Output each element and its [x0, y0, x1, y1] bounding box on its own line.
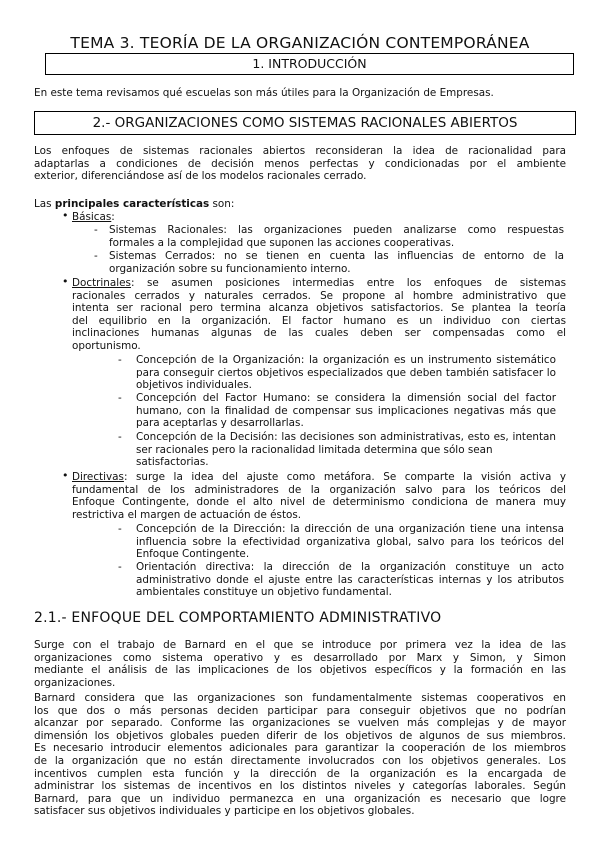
item-line: satisfactorias.	[136, 456, 209, 469]
item-line: para aceptarlas y desarrollarlas.	[136, 417, 304, 430]
directivas-label: Directivas	[72, 471, 124, 483]
paragraph-line: organizaciones.	[34, 676, 116, 689]
doctrinales-paragraph	[72, 277, 566, 353]
bullet-dot-icon: •	[62, 275, 69, 288]
characteristics-bold: principales características	[54, 198, 210, 210]
directivas-paragraph	[72, 471, 566, 521]
paragraph-line: Barnard considera que las organizaciones son fundamentalmente sistemas cooperativos en	[34, 692, 566, 704]
doctrinales-line: racionales cerrados y naturales cerrados. Se propone al hombre administrativo que	[72, 289, 566, 302]
doctrinales-line: intenta ser racional pero termina alcanza objetivos satisfactorios. Se plantea la teoría	[72, 302, 566, 315]
doctrinales-line: oportunismo.	[72, 339, 141, 352]
section-2-1-paragraph-2	[34, 692, 566, 818]
paragraph-line: Barnard, para que un individuo permanezca en una organización es necesario que logre	[34, 792, 566, 805]
item-line: Enfoque Contingente.	[136, 548, 250, 561]
directivas-line: fundamental de los administradores de la organización salvo para los teóricos del	[72, 483, 566, 496]
document-title: TEMA 3. TEORÍA DE LA ORGANIZACIÓN CONTEMPORÁNEA	[70, 34, 530, 52]
paragraph-line: alcanzar por separado. Conforme las organizaciones se vuelven más complejas y de mayor	[34, 717, 566, 730]
section-1-heading: 1. INTRODUCCIÓN	[45, 53, 574, 75]
paragraph-line: adaptarlas a condiciones de decisión menos perfectas y condicionadas por el ambiente	[34, 157, 566, 170]
item-line: Orientación directiva: la dirección de la organización constituye un acto	[136, 561, 564, 573]
item-line: administrativo donde el ajuste entre las características internas y los atributos	[136, 573, 564, 586]
doctrinales-item-1	[136, 354, 556, 392]
item-line: objetivos individuales.	[136, 379, 252, 392]
directivas-line: Enfoque Contingente, donde el alto nivel de determinismo condiciona de manera muy	[72, 496, 566, 509]
doctrinales-item-2	[136, 392, 556, 430]
dash-icon: -	[118, 523, 122, 535]
directivas-first-line	[72, 471, 566, 484]
doctrinales-line: inclinaciones humanas algunas de las cuales deben ser compensadas como el	[72, 327, 566, 340]
item-line: Sistemas Racionales: las organizaciones pueden analizarse como respuestas	[109, 224, 564, 236]
section-2-1-paragraph-1	[34, 639, 566, 689]
paragraph-line: Los enfoques de sistemas racionales abiertos reconsideran la idea de racionalidad para	[34, 145, 566, 157]
dash-icon: -	[118, 431, 122, 443]
item-line: ser racionales pero la racionalidad limitada determina que sólo sean	[136, 443, 493, 456]
section-2-heading: 2.- ORGANIZACIONES COMO SISTEMAS RACIONALES ABIERTOS	[34, 111, 576, 135]
item-line: para conseguir ciertos objetivos especializados que deben también satisfacer lo	[136, 366, 556, 379]
basicas-item-2	[109, 250, 564, 275]
dash-icon: -	[118, 354, 122, 366]
section-2-paragraph	[34, 145, 566, 183]
item-line: organización sobre su funcionamiento interno.	[109, 262, 351, 275]
paragraph-line: organizaciones como sistema operativo y es desarrollado por Marx y Simon, y Simon	[34, 651, 566, 664]
directivas-line: restrictiva el margen de actuación de éstos.	[72, 508, 302, 521]
paragraph-line: Es necesario introducir elementos adicionales para garantizar la cooperación de los miembros	[34, 742, 566, 755]
intro-paragraph: En este tema revisamos qué escuelas son más útiles para la Organización de Empresas.	[34, 87, 494, 99]
paragraph-line: Surge con el trabajo de Barnard en el que se introduce por primera vez la idea de las	[34, 639, 566, 651]
item-line: ambientales constituye un objetivo fundamental.	[136, 586, 392, 599]
basicas-label: Básicas	[72, 211, 112, 223]
directivas-line: : surge la idea del ajuste como metáfora. Se comparte la visión activa y	[123, 471, 566, 483]
paragraph-line: dimensión los objetivos globales pueden diferir de los objetivos de algunos de sus miembros.	[34, 729, 566, 742]
directivas-item-1	[136, 523, 564, 561]
bullet-dot-icon: •	[62, 469, 69, 482]
item-line: influencia sobre la efectividad organizativa global, salvo para los teóricos del	[136, 535, 564, 548]
dash-icon: -	[118, 561, 122, 573]
paragraph-line: administrar los sistemas de incentivos en los distintos niveles y categorías laborales. Según	[34, 780, 566, 793]
item-line: Sistemas Cerrados: no se tienen en cuenta las influencias de entorno de la	[109, 250, 564, 262]
basicas-label-line	[72, 211, 115, 224]
doctrinales-line: : se asumen posiciones intermedias entre los enfoques de sistemas	[130, 277, 566, 289]
item-line: Concepción de la Decisión: las decisiones son administrativas, esto es, intentan	[136, 431, 556, 443]
characteristics-intro	[34, 198, 574, 211]
doctrinales-label: Doctrinales	[72, 277, 131, 289]
doctrinales-item-3	[136, 431, 556, 469]
characteristics-suffix: son:	[209, 198, 235, 210]
directivas-item-2	[136, 561, 564, 599]
paragraph-line: satisfacer sus objetivos individuales y participe en los objetivos globales.	[34, 805, 415, 818]
item-line: formales a la complejidad que suponen las acciones cooperativas.	[109, 236, 455, 249]
characteristics-prefix: Las	[34, 198, 55, 210]
section-2-1-heading: 2.1.- ENFOQUE DEL COMPORTAMIENTO ADMINISTRATIVO	[34, 610, 442, 626]
dash-icon: -	[94, 250, 98, 262]
dash-icon: -	[94, 224, 98, 236]
basicas-item-1	[109, 224, 564, 249]
item-line: humano, con la finalidad de compensar sus implicaciones negativas más que	[136, 404, 556, 417]
paragraph-line: exterior, diferenciándose así de los modelos racionales cerrado.	[34, 170, 367, 183]
item-line: Concepción de la Organización: la organización es un instrumento sistemático	[136, 354, 556, 366]
paragraph-line: mediante el análisis de las implicaciones de los objetivos específicos y la formación en las	[34, 664, 566, 677]
item-line: Concepción de la Dirección: la dirección de una organización tiene una intensa	[136, 523, 564, 535]
bullet-dot-icon: •	[62, 209, 69, 222]
paragraph-line: los que dos o más personas deciden participar para conseguir objetivos que no podrían	[34, 704, 566, 717]
dash-icon: -	[118, 392, 122, 404]
doctrinales-line: del equilibrio en la organización. El factor humano es un individuo con ciertas	[72, 314, 566, 327]
paragraph-line: incentivos cumplen esta función y la dirección de la organización es la encargada de	[34, 767, 566, 780]
item-line: Concepción del Factor Humano: se considera la dimensión social del factor	[136, 392, 556, 404]
paragraph-line: de la organización que no están directamente involucrados con los objetivos generales. Los	[34, 754, 566, 767]
doctrinales-first-line	[72, 277, 566, 290]
basicas-colon: :	[111, 211, 115, 223]
